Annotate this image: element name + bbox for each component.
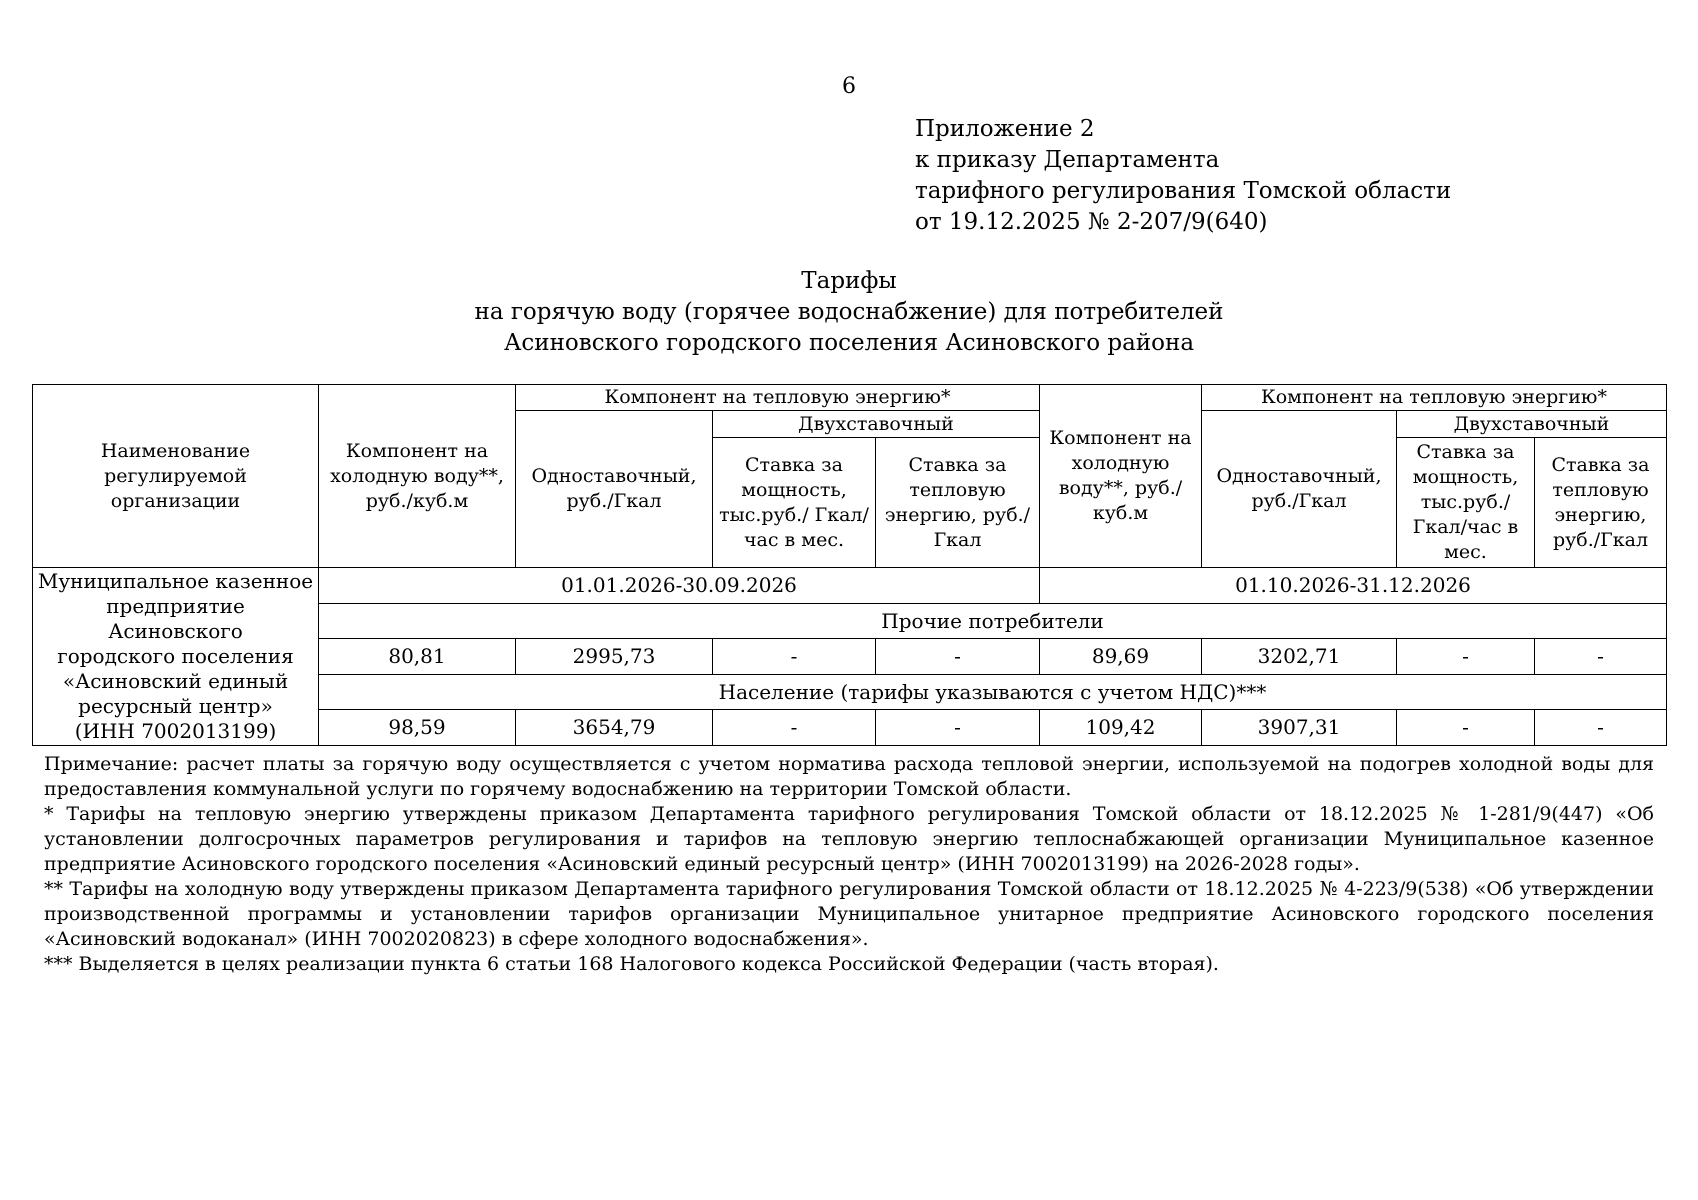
table-cell: - <box>1535 639 1667 675</box>
header-cold-water-2: Компонент на холодную воду**, руб./куб.м <box>1040 385 1202 568</box>
note-footnote-2: ** Тарифы на холодную воду утверждены приказом Департамента тарифного регулирования Томской области от 18.12.2025 № 4-223/9(538) «Об утверждении производственной программы и установлении тарифов организации Муниципальное унитарное предприятие Асиновского городского поселения «Асиновский водоканал» (ИНН 7002020823) в сфере холодного водоснабжения». <box>44 878 1654 950</box>
organization-line: Муниципальное казенное <box>37 569 314 593</box>
organization-line: (ИНН 7002013199) <box>74 719 277 743</box>
header-single-rate-2: Одноставочный, руб./Гкал <box>1202 411 1397 568</box>
table-cell: - <box>876 710 1040 746</box>
appendix-block <box>915 114 1451 238</box>
header-capacity-rate-2: Ставка за мощность, тыс.руб./ Гкал/час в мес. <box>1397 438 1535 568</box>
appendix-line: Приложение 2 <box>915 116 1095 142</box>
header-two-rate-1: Двухставочный <box>713 411 1040 438</box>
table-cell: - <box>876 639 1040 675</box>
organization-line: предприятие Асиновского <box>106 594 245 643</box>
table-cell: 80,81 <box>319 639 516 675</box>
notes-block <box>44 752 1654 977</box>
header-cold-water-1: Компонент на холодную воду**, руб./куб.м <box>319 385 516 568</box>
tariffs-table <box>32 384 1667 746</box>
organization-line: ресурсный центр» <box>78 694 273 718</box>
table-cell: 3202,71 <box>1202 639 1397 675</box>
header-heat-component-2: Компонент на тепловую энергию* <box>1202 385 1667 411</box>
note-footnote-3: *** Выделяется в целях реализации пункта 6 статьи 168 Налогового кодекса Российской Федерации (часть вторая). <box>44 953 1219 975</box>
table-cell: 89,69 <box>1040 639 1202 675</box>
header-heat-rate-1: Ставка за тепловую энергию, руб./Гкал <box>876 438 1040 568</box>
organization-line: городского поселения <box>57 644 294 668</box>
document-title <box>0 266 1698 359</box>
period-1: 01.01.2026-30.09.2026 <box>319 568 1040 604</box>
appendix-line: от 19.12.2025 № 2-207/9(640) <box>915 209 1268 235</box>
title-line: на горячую воду (горячее водоснабжение) для потребителей <box>474 299 1224 325</box>
header-two-rate-2: Двухставочный <box>1397 411 1667 438</box>
period-2: 01.10.2026-31.12.2026 <box>1040 568 1667 604</box>
table-cell: - <box>1397 710 1535 746</box>
header-single-rate-1: Одноставочный, руб./Гкал <box>516 411 713 568</box>
header-capacity-rate-1: Ставка за мощность, тыс.руб./ Гкал/час в мес. <box>713 438 876 568</box>
page-number: 6 <box>842 74 856 99</box>
title-line: Асиновского городского поселения Асиновского района <box>503 330 1195 356</box>
group-population: Население (тарифы указываются с учетом НДС)*** <box>319 675 1667 710</box>
header-heat-component-1: Компонент на тепловую энергию* <box>516 385 1040 411</box>
table-cell: - <box>713 639 876 675</box>
title-line: Тарифы <box>801 268 897 294</box>
table-cell: 3907,31 <box>1202 710 1397 746</box>
header-heat-rate-2: Ставка за тепловую энергию, руб./Гкал <box>1535 438 1667 568</box>
table-cell: 3654,79 <box>516 710 713 746</box>
appendix-line: тарифного регулирования Томской области <box>915 178 1452 204</box>
note-general: Примечание: расчет платы за горячую воду осуществляется с учетом норматива расхода тепловой энергии, используемой на подогрев холодной воды для предоставления коммунальной услуги по горячему водоснабжению на территории Томской области. <box>44 753 1654 800</box>
organization-name <box>33 568 319 746</box>
group-other-consumers: Прочие потребители <box>319 604 1667 639</box>
note-footnote-1: * Тарифы на тепловую энергию утверждены приказом Департамента тарифного регулирования Томской области от 18.12.2025 № 1-281/9(447) «Об установлении долгосрочных параметров регулирования и тарифов на тепловую энергию теплоснабжающей организации Муниципальное казенное предприятие Асиновского городского поселения «Асиновский единый ресурсный центр» (ИНН 7002013199) на 2026-2028 годы». <box>44 803 1654 875</box>
table-cell: - <box>713 710 876 746</box>
table-cell: 109,42 <box>1040 710 1202 746</box>
table-cell: - <box>1397 639 1535 675</box>
table-cell: 98,59 <box>319 710 516 746</box>
organization-line: «Асиновский единый <box>62 669 289 693</box>
header-org-name: Наименование регулируемой организации <box>33 385 319 568</box>
table-cell: 2995,73 <box>516 639 713 675</box>
table-cell: - <box>1535 710 1667 746</box>
appendix-line: к приказу Департамента <box>915 147 1220 173</box>
